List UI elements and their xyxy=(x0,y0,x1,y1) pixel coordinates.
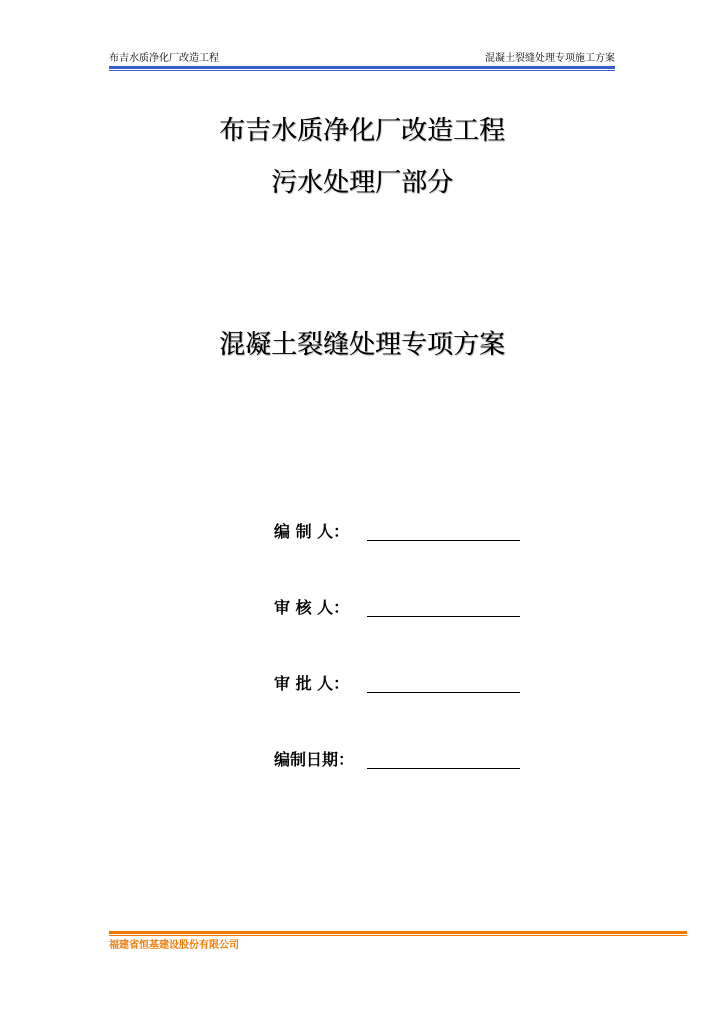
signature-line xyxy=(367,768,520,769)
footer-company-name: 福建省恒基建设股份有限公司 xyxy=(109,940,239,951)
project-subtitle: 污水处理厂部分 xyxy=(270,168,453,198)
signature-line xyxy=(367,540,520,541)
signature-label: 审 批 人： xyxy=(274,674,350,693)
signature-line xyxy=(367,616,520,617)
signature-row-approver xyxy=(274,672,524,696)
page-header xyxy=(109,52,615,72)
signature-label: 编 制 人： xyxy=(274,522,350,541)
signature-row-date xyxy=(274,748,524,772)
signature-row-compiler xyxy=(274,520,524,544)
footer-rule-thin xyxy=(109,935,687,936)
document-subject: 混凝土裂缝处理专项方案 xyxy=(218,330,505,360)
header-document-name: 混凝土裂缝处理专项施工方案 xyxy=(485,53,615,64)
header-rule-thick xyxy=(109,66,615,69)
header-rule-thin xyxy=(109,70,615,71)
project-title: 布吉水质净化厂改造工程 xyxy=(218,116,505,146)
signature-label: 审 核 人： xyxy=(274,598,350,617)
footer-rule-thick xyxy=(109,931,687,934)
signature-line xyxy=(367,692,520,693)
header-project-name: 布吉水质净化厂改造工程 xyxy=(109,53,219,64)
signature-row-reviewer xyxy=(274,596,524,620)
signature-label: 编制日期： xyxy=(274,750,355,769)
